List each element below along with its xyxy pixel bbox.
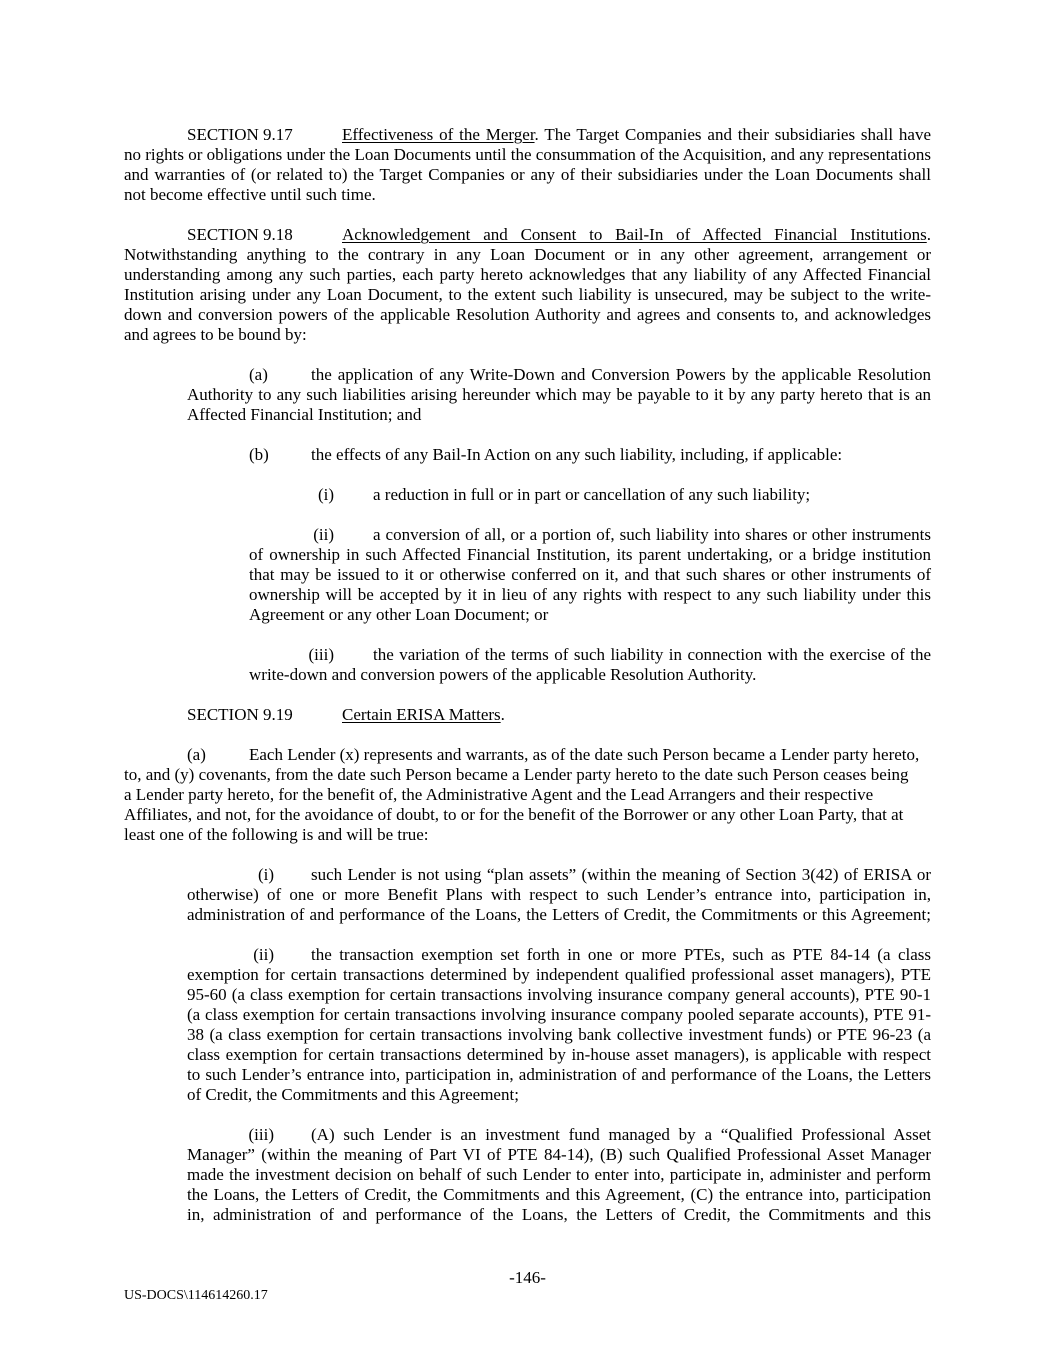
clause-9-19-a-i-line-3: administration of and performance of the Loans, the Letters of Credit, the Commitments or this Agreement; [187, 905, 931, 924]
clause-9-19-a-i-label: (i) [257, 865, 274, 884]
document-id: US-DOCS\114614260.17 [124, 1288, 268, 1303]
clause-9-19-a-iii-line-1: (A) such Lender is an investment fund managed by a “Qualified Professional Asset [311, 1125, 931, 1144]
clause-9-19-a-line-2: to, and (y) covenants, from the date such Person became a Lender party hereto to the date such Person ceases being [124, 765, 909, 784]
section-9-19-title-end: . [500, 705, 505, 724]
page-number: -146- [509, 1268, 546, 1287]
section-9-18-title-end: . [926, 225, 931, 244]
clause-9-19-a-iii-line-2: Manager” (within the meaning of Part VI of PTE 84-14), (B) such Qualified Professional Asset Manager [187, 1145, 931, 1164]
clause-9-18-a-line-3: Affected Financial Institution; and [187, 405, 422, 424]
section-9-18-line-2: understanding among any such parties, each party hereto acknowledges that any liability of any Affected Financial [124, 265, 931, 284]
clause-9-19-a-ii-line-5: 38 (a class exemption for certain transactions involving bank collective investment funds) or PTE 96-23 (a [187, 1025, 931, 1044]
clause-9-18-a-label: (a) [249, 365, 268, 384]
section-9-18-line-1: Notwithstanding anything to the contrary in any Loan Document or in any other agreement, arrangement or [124, 245, 931, 264]
clause-9-18-b-iii-label: (iii) [308, 645, 334, 664]
clause-9-18-a-line-1: the application of any Write-Down and Conversion Powers by the applicable Resolution [311, 365, 931, 384]
clause-9-19-a-ii-line-8: of Credit, the Commitments and this Agreement; [187, 1085, 519, 1104]
clause-9-18-b-i-label: (i) [317, 485, 334, 504]
clause-9-19-a-ii-line-1: the transaction exemption set forth in one or more PTEs, such as PTE 84-14 (a class [311, 945, 931, 964]
clause-9-19-a-ii-line-2: exemption for certain transactions determined by independent qualified professional asset managers), PTE [187, 965, 931, 984]
clause-9-19-a-ii-line-6: class exemption for certain transactions determined by in-house asset managers), is applicable with respect [187, 1045, 931, 1064]
section-9-17-first-line-text: . The Target Companies and their subsidiaries shall have [534, 125, 931, 144]
clause-9-19-a-iii-line-5: in, administration of and performance of the Loans, the Letters of Credit, the Commitments and this [187, 1205, 931, 1224]
clause-9-18-b-i-line-1: a reduction in full or in part or cancellation of any such liability; [373, 485, 811, 504]
clause-9-19-a-line-3: a Lender party hereto, for the benefit of, the Administrative Agent and the Lead Arrangers and their respective [124, 785, 874, 804]
section-9-17-line-2: and warranties of (or related to) the Target Companies or any of their subsidiaries under the Loan Documents shall [124, 165, 931, 184]
clause-9-18-b-ii-line-4: ownership will be accepted by it in lieu of any rights with respect to any such liability under this [249, 585, 931, 604]
section-9-18-title: Acknowledgement and Consent to Bail-In of Affected Financial Institutions [342, 225, 927, 244]
clause-9-19-a-iii-label: (iii) [248, 1125, 274, 1144]
clause-9-18-b-label: (b) [249, 445, 269, 464]
clause-9-19-a-ii-label: (ii) [253, 945, 274, 964]
clause-9-19-a-i-line-1: such Lender is not using “plan assets” (within the meaning of Section 3(42) of ERISA or [311, 865, 931, 884]
section-9-18-line-5: and agrees to be bound by: [124, 325, 307, 344]
section-9-19-heading [342, 705, 505, 725]
clause-9-18-b-ii-line-3: that may be issued to it or otherwise conferred on it, and that such shares or other instruments of [249, 565, 931, 584]
section-9-18-number: SECTION 9.18 [187, 225, 293, 244]
clause-9-18-a-line-2: Authority to any such liabilities arising hereunder which may be payable to it by any party hereto that is an [187, 385, 931, 404]
section-9-17-title: Effectiveness of the Merger [342, 125, 535, 144]
clause-9-19-a-i-line-2: otherwise) of one or more Benefit Plans with respect to such Lender’s entrance into, participation in, [187, 885, 931, 904]
section-9-19-number: SECTION 9.19 [187, 705, 293, 724]
clause-9-19-a-iii-line-4: the Loans, the Letters of Credit, the Commitments and this Agreement, (C) the entrance into, participation [187, 1185, 931, 1204]
section-9-17-number: SECTION 9.17 [187, 125, 293, 144]
clause-9-18-b-ii-line-5: Agreement or any other Loan Document; or [249, 605, 549, 624]
clause-9-18-b-ii-label: (ii) [313, 525, 334, 544]
clause-9-19-a-ii-line-7: to such Lender’s entrance into, participation in, administration of and performance of the Loans, the Letters [187, 1065, 931, 1084]
section-9-18-line-4: down and conversion powers of the applicable Resolution Authority and agrees and consents to, and acknowledges [124, 305, 931, 324]
clause-9-18-b-line-1: the effects of any Bail-In Action on any such liability, including, if applicable: [311, 445, 843, 464]
clause-9-19-a-iii-line-3: made the investment decision on behalf of such Lender to enter into, participate in, administer and perform [187, 1165, 931, 1184]
section-9-18-first-line [342, 225, 931, 245]
clause-9-19-a-ii-line-4: (a class exemption for certain transactions involving insurance company pooled separate accounts), PTE 91- [187, 1005, 931, 1024]
section-9-18-line-3: Institution arising under any Loan Document, to the extent such liability is unsecured, may be subject to the write- [124, 285, 931, 304]
section-9-17-line-3: not become effective until such time. [124, 185, 376, 204]
clause-9-18-b-iii-line-2: write-down and conversion powers of the applicable Resolution Authority. [249, 665, 757, 684]
clause-9-18-b-ii-line-1: a conversion of all, or a portion of, such liability into shares or other instruments [373, 525, 931, 544]
clause-9-19-a-line-5: least one of the following is and will be true: [124, 825, 429, 844]
clause-9-18-b-ii-line-2: of ownership in such Affected Financial Institution, its parent undertaking, or a bridge institution [249, 545, 931, 564]
clause-9-19-a-line-1: Each Lender (x) represents and warrants, as of the date such Person became a Lender party hereto, [249, 745, 920, 764]
clause-9-19-a-ii-line-3: 95-60 (a class exemption for certain transactions involving insurance company general accounts), PTE 90-1 [187, 985, 931, 1004]
section-9-19-title: Certain ERISA Matters [342, 705, 501, 724]
clause-9-19-a-label: (a) [187, 745, 206, 764]
clause-9-18-b-iii-line-1: the variation of the terms of such liability in connection with the exercise of the [373, 645, 931, 664]
section-9-17-first-line [342, 125, 931, 145]
section-9-17-line-1: no rights or obligations under the Loan Documents until the consummation of the Acquisition, and any representations [124, 145, 931, 164]
clause-9-19-a-line-4: Affiliates, and not, for the avoidance of doubt, to or for the benefit of the Borrower or any other Loan Party, that at [124, 805, 904, 824]
